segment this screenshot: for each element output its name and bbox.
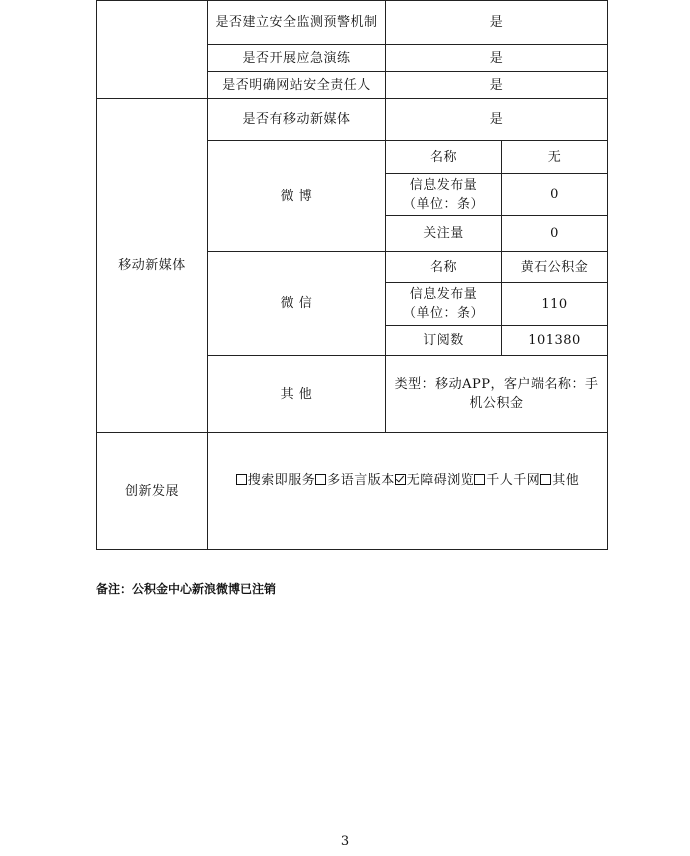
weibo-posts-label <box>386 174 502 216</box>
row-monitoring <box>97 1 608 45</box>
innovation-option-label: 其他 <box>552 472 580 488</box>
weibo-posts-value: 0 <box>502 174 608 216</box>
wechat-posts-label-line1: 信息发布量 <box>409 287 478 302</box>
unchecked-checkbox-icon[interactable] <box>540 474 551 485</box>
wechat-posts-label-line2: （单位：条） <box>402 306 484 321</box>
has-mobile-value: 是 <box>386 99 608 141</box>
wechat-subscribers-value: 101380 <box>502 326 608 356</box>
drill-label: 是否开展应急演练 <box>208 45 386 72</box>
security-section-cell <box>97 1 208 99</box>
remark-note: 备注：公积金中心新浪微博已注销 <box>96 582 277 596</box>
unchecked-checkbox-icon[interactable] <box>315 474 326 485</box>
wechat-name-label: 名称 <box>386 252 502 283</box>
innovation-option-label: 多语言版本 <box>327 472 395 488</box>
unchecked-checkbox-icon[interactable] <box>236 474 247 485</box>
other-value: 类型：移动APP，客户端名称：手机公积金 <box>386 356 608 433</box>
weibo-followers-label: 关注量 <box>386 216 502 252</box>
has-mobile-label: 是否有移动新媒体 <box>208 99 386 141</box>
weibo-label: 微 博 <box>208 141 386 252</box>
wechat-subscribers-label: 订阅数 <box>386 326 502 356</box>
drill-value: 是 <box>386 45 608 72</box>
responsible-value: 是 <box>386 72 608 99</box>
unchecked-checkbox-icon[interactable] <box>474 474 485 485</box>
monitoring-label: 是否建立安全监测预警机制 <box>208 1 386 45</box>
checked-checkbox-icon[interactable] <box>395 474 406 485</box>
monitoring-value: 是 <box>386 1 608 45</box>
row-has-mobile <box>97 99 608 141</box>
innovation-options <box>208 433 608 550</box>
innovation-label: 创新发展 <box>97 433 208 550</box>
innovation-option-label: 搜索即服务 <box>247 472 316 488</box>
report-table <box>96 0 608 550</box>
weibo-posts-label-line1: 信息发布量 <box>409 177 478 193</box>
innovation-option-label: 千人千网 <box>486 472 541 488</box>
innovation-option[interactable] <box>474 473 540 488</box>
wechat-posts-label <box>386 283 502 326</box>
weibo-followers-value: 0 <box>502 216 608 252</box>
weibo-name-label: 名称 <box>386 141 502 174</box>
weibo-name-value: 无 <box>502 141 608 174</box>
page-number: 3 <box>340 834 350 849</box>
innovation-option[interactable] <box>236 473 316 488</box>
innovation-option[interactable] <box>395 473 475 488</box>
other-label: 其 他 <box>208 356 386 433</box>
wechat-label: 微 信 <box>208 252 386 356</box>
innovation-option-label: 无障碍浏览 <box>406 472 475 488</box>
wechat-posts-value: 110 <box>502 283 608 326</box>
wechat-name-value: 黄石公积金 <box>502 252 608 283</box>
mobile-section-label: 移动新媒体 <box>97 99 208 433</box>
weibo-posts-label-line2: （单位：条） <box>402 196 484 212</box>
innovation-option[interactable] <box>540 473 579 488</box>
row-innovation <box>97 433 608 550</box>
innovation-option[interactable] <box>315 473 395 488</box>
responsible-label: 是否明确网站安全责任人 <box>208 72 386 99</box>
